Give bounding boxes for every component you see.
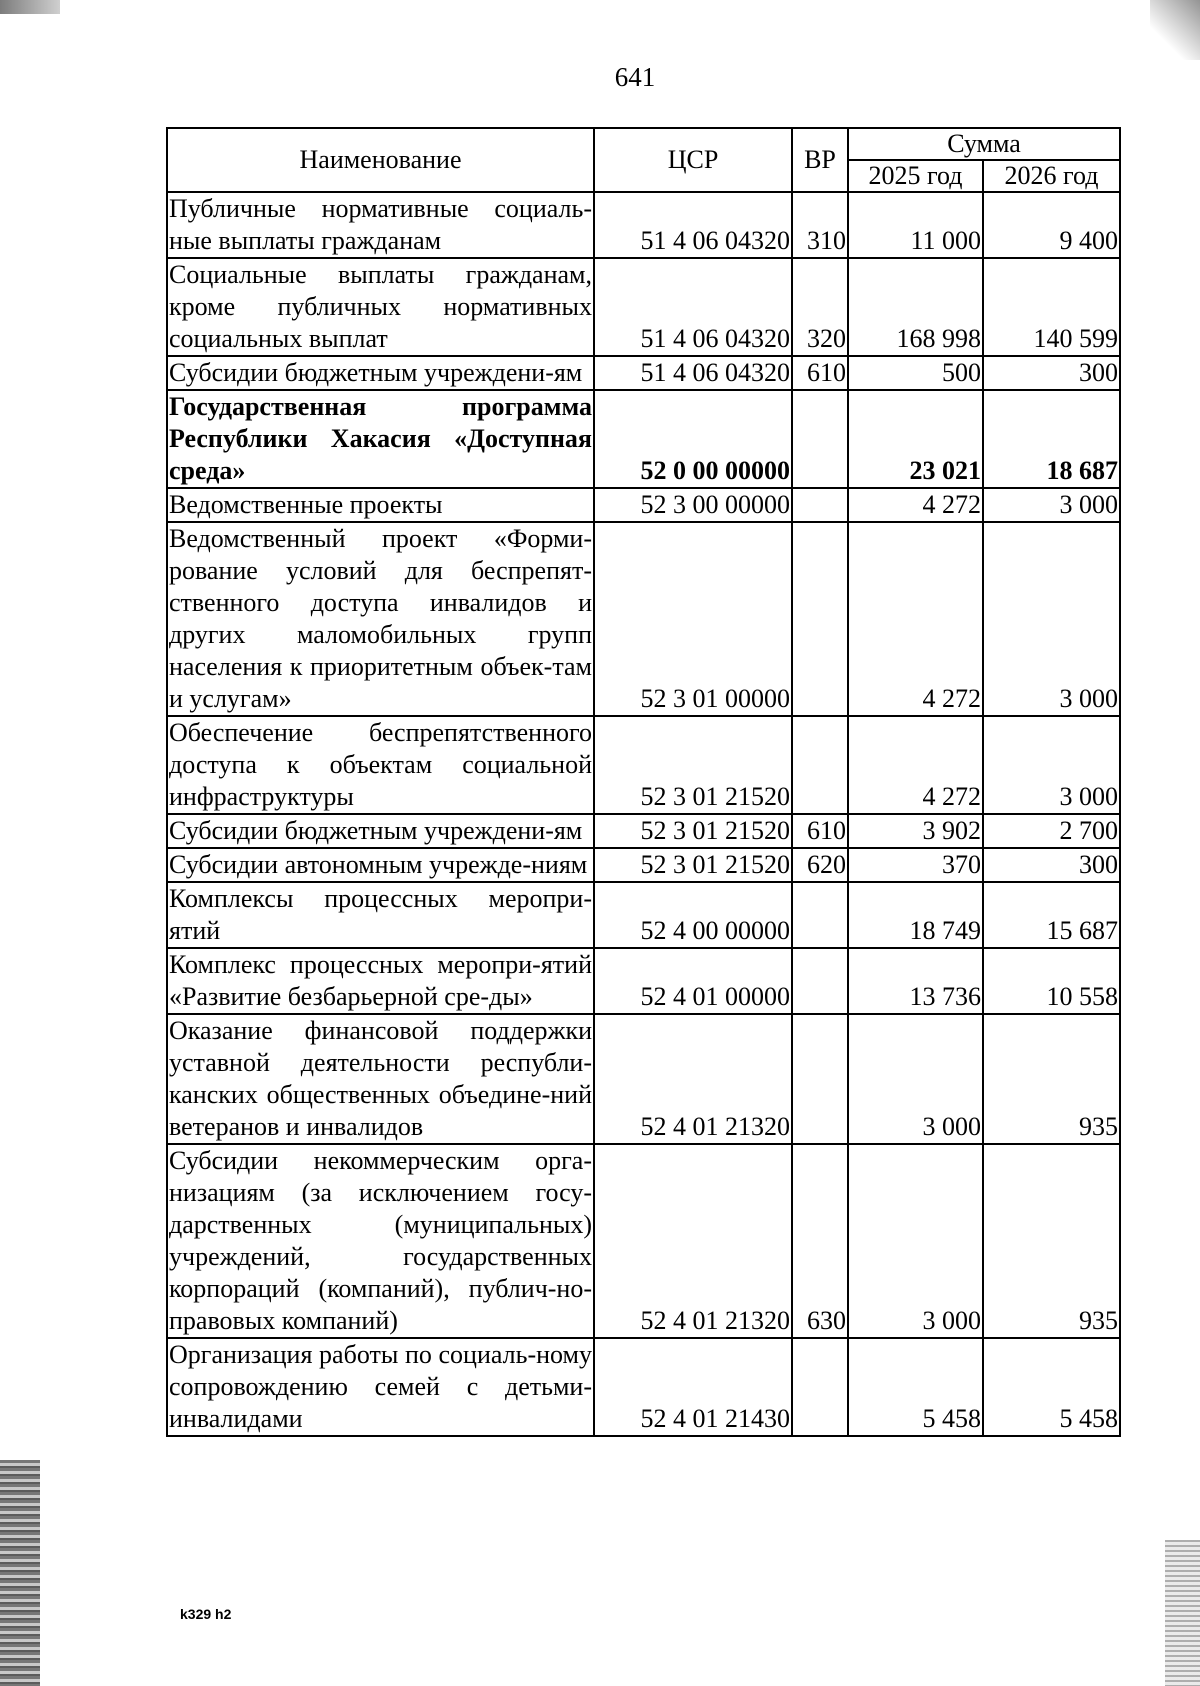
table-row xyxy=(167,948,1120,1014)
row-name: Ведомственный проект «Форми-рование условий для беспрепят-ственного доступа инвалидов и других маломобильных групп населения к приоритетным объек-там и услугам» xyxy=(167,522,594,716)
row-sum-2025: 3 000 xyxy=(848,1144,983,1338)
header-csr: ЦСР xyxy=(594,128,792,192)
table-row xyxy=(167,258,1120,356)
row-csr: 51 4 06 04320 xyxy=(594,192,792,258)
row-sum-2025: 3 902 xyxy=(848,814,983,848)
row-sum-2026: 10 558 xyxy=(983,948,1120,1014)
row-name: Субсидии автономным учрежде-ниям xyxy=(167,848,594,882)
row-sum-2026: 15 687 xyxy=(983,882,1120,948)
row-sum-2026: 300 xyxy=(983,848,1120,882)
row-sum-2025: 23 021 xyxy=(848,390,983,488)
row-sum-2026: 300 xyxy=(983,356,1120,390)
row-sum-2026: 140 599 xyxy=(983,258,1120,356)
row-name: Комплексы процессных меропри-ятий xyxy=(167,882,594,948)
table-row xyxy=(167,1014,1120,1144)
row-vr: 310 xyxy=(792,192,848,258)
row-vr: 630 xyxy=(792,1144,848,1338)
row-csr: 52 4 00 00000 xyxy=(594,882,792,948)
row-sum-2025: 500 xyxy=(848,356,983,390)
row-name: Субсидии некоммерческим орга-низациям (за исключением госу-дарственных (муниципальных) учреждений, государственных корпораций (компаний), публич-но-правовых компаний) xyxy=(167,1144,594,1338)
row-csr: 52 0 00 00000 xyxy=(594,390,792,488)
row-sum-2026: 3 000 xyxy=(983,488,1120,522)
row-sum-2026: 935 xyxy=(983,1014,1120,1144)
row-csr: 52 3 00 00000 xyxy=(594,488,792,522)
header-sum: Сумма xyxy=(848,128,1120,160)
row-vr xyxy=(792,882,848,948)
row-csr: 52 3 01 21520 xyxy=(594,716,792,814)
row-vr: 610 xyxy=(792,814,848,848)
row-sum-2025: 168 998 xyxy=(848,258,983,356)
header-name: Наименование xyxy=(167,128,594,192)
row-vr xyxy=(792,1338,848,1436)
row-csr: 52 3 01 21520 xyxy=(594,848,792,882)
table-row xyxy=(167,814,1120,848)
row-sum-2025: 5 458 xyxy=(848,1338,983,1436)
row-sum-2026: 5 458 xyxy=(983,1338,1120,1436)
table-row xyxy=(167,390,1120,488)
row-name: Ведомственные проекты xyxy=(167,488,594,522)
table-row xyxy=(167,192,1120,258)
scan-artifact-top-left xyxy=(0,0,60,14)
table-row xyxy=(167,522,1120,716)
row-sum-2026: 3 000 xyxy=(983,522,1120,716)
table-row xyxy=(167,882,1120,948)
row-csr: 51 4 06 04320 xyxy=(594,258,792,356)
row-name: Субсидии бюджетным учреждени-ям xyxy=(167,356,594,390)
row-sum-2025: 11 000 xyxy=(848,192,983,258)
row-vr xyxy=(792,488,848,522)
page-number: 641 xyxy=(614,62,656,92)
row-vr xyxy=(792,1014,848,1144)
row-sum-2025: 4 272 xyxy=(848,716,983,814)
scan-artifact-left-edge xyxy=(0,1460,40,1686)
table-row xyxy=(167,1338,1120,1436)
footer-code: k329 h2 xyxy=(180,1606,232,1622)
table-row xyxy=(167,356,1120,390)
row-sum-2026: 9 400 xyxy=(983,192,1120,258)
table-row xyxy=(167,1144,1120,1338)
row-name: Публичные нормативные социаль-ные выплаты гражданам xyxy=(167,192,594,258)
row-vr xyxy=(792,390,848,488)
row-csr: 52 3 01 21520 xyxy=(594,814,792,848)
table-row xyxy=(167,848,1120,882)
budget-table xyxy=(166,127,1121,1437)
row-sum-2026: 2 700 xyxy=(983,814,1120,848)
row-name: Обеспечение беспрепятственного доступа к объектам социальной инфраструктуры xyxy=(167,716,594,814)
row-name: Организация работы по социаль-ному сопровождению семей с детьми-инвалидами xyxy=(167,1338,594,1436)
row-sum-2025: 4 272 xyxy=(848,522,983,716)
row-csr: 52 4 01 21430 xyxy=(594,1338,792,1436)
row-vr: 320 xyxy=(792,258,848,356)
row-name: Оказание финансовой поддержки уставной деятельности республи-канских общественных объедине-ний ветеранов и инвалидов xyxy=(167,1014,594,1144)
row-vr xyxy=(792,948,848,1014)
table-row xyxy=(167,716,1120,814)
row-sum-2025: 370 xyxy=(848,848,983,882)
row-csr: 52 4 01 00000 xyxy=(594,948,792,1014)
row-sum-2025: 13 736 xyxy=(848,948,983,1014)
row-vr xyxy=(792,716,848,814)
table-row xyxy=(167,488,1120,522)
table-body xyxy=(167,192,1120,1436)
row-vr: 610 xyxy=(792,356,848,390)
row-sum-2026: 935 xyxy=(983,1144,1120,1338)
row-vr: 620 xyxy=(792,848,848,882)
row-name: Субсидии бюджетным учреждени-ям xyxy=(167,814,594,848)
row-name: Государственная программа Республики Хакасия «Доступная среда» xyxy=(167,390,594,488)
row-csr: 52 4 01 21320 xyxy=(594,1144,792,1338)
row-sum-2026: 3 000 xyxy=(983,716,1120,814)
row-csr: 51 4 06 04320 xyxy=(594,356,792,390)
row-sum-2025: 4 272 xyxy=(848,488,983,522)
row-sum-2025: 3 000 xyxy=(848,1014,983,1144)
row-name: Социальные выплаты гражданам, кроме публичных нормативных социальных выплат xyxy=(167,258,594,356)
row-name: Комплекс процессных меропри-ятий «Развитие безбарьерной сре-ды» xyxy=(167,948,594,1014)
header-year-2026: 2026 год xyxy=(983,160,1120,192)
scan-artifact-right-edge xyxy=(1165,1540,1200,1686)
header-year-2025: 2025 год xyxy=(848,160,983,192)
row-sum-2026: 18 687 xyxy=(983,390,1120,488)
header-vr: ВР xyxy=(792,128,848,192)
row-csr: 52 3 01 00000 xyxy=(594,522,792,716)
row-vr xyxy=(792,522,848,716)
scan-artifact-top-right xyxy=(1150,0,1200,60)
table-header xyxy=(167,128,1120,192)
row-csr: 52 4 01 21320 xyxy=(594,1014,792,1144)
row-sum-2025: 18 749 xyxy=(848,882,983,948)
